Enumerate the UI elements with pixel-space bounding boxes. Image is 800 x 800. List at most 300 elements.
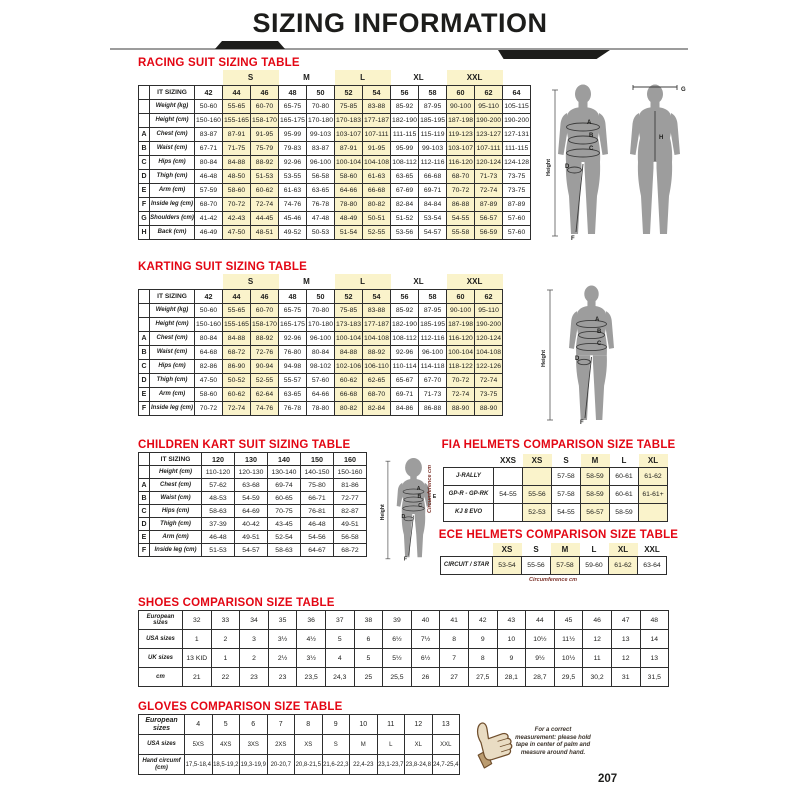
measure-letter-cell bbox=[139, 317, 150, 331]
row-label: Chest (cm) bbox=[150, 127, 195, 141]
measure-letter-cell bbox=[139, 466, 150, 479]
value-cell: 25,5 bbox=[383, 668, 412, 687]
value-cell: 64-67 bbox=[301, 544, 334, 557]
value-cell: 37-39 bbox=[202, 518, 235, 531]
value-cell: 56-58 bbox=[334, 531, 367, 544]
value-cell: 48-53 bbox=[202, 492, 235, 505]
row-label: Shoulders (cm) bbox=[150, 211, 195, 225]
row-label: GP-R - GP-RK bbox=[444, 485, 494, 503]
letter-cell bbox=[139, 453, 150, 466]
value-cell: 50-52 bbox=[223, 373, 251, 387]
value-cell: 65-75 bbox=[279, 99, 307, 113]
measure-letter-d: D bbox=[565, 164, 570, 170]
value-cell: 81-86 bbox=[334, 479, 367, 492]
value-cell: 96-100 bbox=[307, 331, 335, 345]
header-row bbox=[139, 453, 367, 466]
value-cell: 10½ bbox=[526, 630, 555, 649]
value-cell: 70-72 bbox=[447, 183, 475, 197]
row-label: Inside leg (cm) bbox=[150, 401, 195, 415]
children-section-title: CHILDREN KART SUIT SIZING TABLE bbox=[138, 439, 351, 451]
value-cell: 43 bbox=[497, 611, 526, 630]
value-cell: 63-65 bbox=[307, 183, 335, 197]
racing-section-title: RACING SUIT SIZING TABLE bbox=[138, 57, 300, 69]
value-cell: 5XS bbox=[185, 735, 213, 755]
value-cell: 20,8-21,5 bbox=[295, 755, 323, 775]
value-cell: 6½ bbox=[383, 630, 412, 649]
value-cell: 170-180 bbox=[307, 317, 335, 331]
value-cell: 12 bbox=[611, 649, 640, 668]
height-label: Height bbox=[379, 504, 386, 521]
value-cell: 87-91 bbox=[335, 141, 363, 155]
value-cell: 3½ bbox=[297, 649, 326, 668]
value-cell: 11½ bbox=[554, 630, 583, 649]
value-cell: 1 bbox=[183, 630, 212, 649]
value-cell: 20-20,7 bbox=[267, 755, 295, 775]
size-group-xl: XL bbox=[639, 454, 668, 467]
value-cell: 73-75 bbox=[475, 387, 503, 401]
value-cell: 75-80 bbox=[301, 479, 334, 492]
racing-body-figures bbox=[543, 84, 695, 247]
children-figure-front bbox=[374, 458, 449, 562]
table-row bbox=[139, 113, 531, 127]
measure-letter-e: E bbox=[432, 494, 437, 500]
table-row bbox=[139, 715, 460, 735]
header-row bbox=[139, 85, 531, 99]
measure-letter-cell bbox=[139, 113, 150, 127]
measure-letter-cell: C bbox=[139, 155, 150, 169]
value-cell: L bbox=[377, 735, 405, 755]
size-group-row bbox=[444, 454, 668, 467]
value-cell bbox=[494, 503, 523, 521]
col-header: 44 bbox=[223, 289, 251, 303]
table-row bbox=[139, 531, 367, 544]
value-cell: 44-45 bbox=[251, 211, 279, 225]
value-cell: 84-86 bbox=[391, 401, 419, 415]
value-cell: 9 bbox=[322, 715, 350, 735]
value-cell: 69-74 bbox=[268, 479, 301, 492]
row-label: Thigh (cm) bbox=[150, 373, 195, 387]
gloves-measure-note: For a correct measurement: please hold tape in center of palm and measure around hand. bbox=[515, 727, 591, 756]
table-row bbox=[139, 401, 503, 415]
row-label: Waist (cm) bbox=[150, 141, 195, 155]
value-cell: 53-55 bbox=[279, 169, 307, 183]
value-cell: 95-110 bbox=[475, 99, 503, 113]
value-cell: 58-60 bbox=[195, 387, 223, 401]
value-cell: 47-50 bbox=[195, 373, 223, 387]
value-cell: 49-51 bbox=[235, 531, 268, 544]
value-cell: 46-48 bbox=[301, 518, 334, 531]
value-cell: 87-89 bbox=[503, 197, 531, 211]
value-cell: 50-60 bbox=[195, 303, 223, 317]
value-cell: 75-79 bbox=[251, 141, 279, 155]
value-cell: 50-60 bbox=[195, 99, 223, 113]
value-cell: 2 bbox=[211, 630, 240, 649]
size-group-s: S bbox=[552, 454, 581, 467]
value-cell: 80-84 bbox=[195, 331, 223, 345]
value-cell: 3XS bbox=[240, 735, 268, 755]
size-group-xl: XL bbox=[391, 274, 447, 289]
value-cell: 55-56 bbox=[522, 556, 551, 574]
value-cell: 110-120 bbox=[202, 466, 235, 479]
value-cell: XL bbox=[405, 735, 433, 755]
value-cell: 32 bbox=[183, 611, 212, 630]
row-label: European sizes bbox=[139, 715, 185, 735]
value-cell: 58-60 bbox=[335, 169, 363, 183]
value-cell: 112-116 bbox=[419, 155, 447, 169]
value-cell: 116-120 bbox=[447, 155, 475, 169]
table-row bbox=[139, 479, 367, 492]
header-divider-line bbox=[110, 48, 688, 50]
value-cell: 23,5 bbox=[297, 668, 326, 687]
table-row bbox=[139, 225, 531, 239]
value-cell: 70-72 bbox=[223, 197, 251, 211]
value-cell: 104-108 bbox=[363, 155, 391, 169]
table-row bbox=[139, 668, 669, 687]
value-cell: 3½ bbox=[268, 630, 297, 649]
header-tab-right bbox=[498, 50, 610, 59]
col-header: 150 bbox=[301, 453, 334, 466]
value-cell: 63-64 bbox=[638, 556, 667, 574]
table-row bbox=[139, 99, 531, 113]
gloves-section-title: GLOVES COMPARISON SIZE TABLE bbox=[138, 701, 343, 713]
value-cell: 115-119 bbox=[419, 127, 447, 141]
size-group-s: S bbox=[522, 543, 551, 556]
col-header: 54 bbox=[363, 289, 391, 303]
value-cell: 61-63 bbox=[279, 183, 307, 197]
value-cell: 10½ bbox=[554, 649, 583, 668]
value-cell: 102-106 bbox=[335, 359, 363, 373]
value-cell: 53-54 bbox=[419, 211, 447, 225]
row-label: Chest (cm) bbox=[150, 479, 202, 492]
value-cell: 18,5-19,2 bbox=[212, 755, 240, 775]
row-label: Weight (kg) bbox=[150, 99, 195, 113]
value-cell bbox=[639, 503, 668, 521]
value-cell: 87-95 bbox=[419, 303, 447, 317]
value-cell: 82-84 bbox=[363, 401, 391, 415]
measure-letter-a: A bbox=[416, 486, 421, 492]
value-cell: 60-65 bbox=[268, 492, 301, 505]
value-cell: 187-198 bbox=[447, 113, 475, 127]
value-cell: 54-56 bbox=[301, 531, 334, 544]
value-cell: 68-70 bbox=[363, 387, 391, 401]
value-cell: 54-59 bbox=[235, 492, 268, 505]
value-cell: 103-107 bbox=[335, 127, 363, 141]
value-cell: 62-64 bbox=[251, 387, 279, 401]
measure-letter-cell: D bbox=[139, 169, 150, 183]
value-cell: 70-75 bbox=[268, 505, 301, 518]
col-header: 62 bbox=[475, 289, 503, 303]
value-cell: 61-62 bbox=[609, 556, 638, 574]
value-cell: 23,1-23,7 bbox=[377, 755, 405, 775]
value-cell: 118-122 bbox=[447, 359, 475, 373]
table-row bbox=[444, 503, 668, 521]
value-cell: 24,3 bbox=[325, 668, 354, 687]
value-cell: 140-150 bbox=[301, 466, 334, 479]
measure-letter-cell: B bbox=[139, 492, 150, 505]
ece-helmets-table bbox=[440, 543, 667, 575]
row-label: Thigh (cm) bbox=[150, 518, 202, 531]
value-cell: 158-170 bbox=[251, 317, 279, 331]
row-label: Weight (kg) bbox=[150, 303, 195, 317]
value-cell: 45-46 bbox=[279, 211, 307, 225]
measure-letter-cell bbox=[139, 99, 150, 113]
table-row bbox=[139, 649, 669, 668]
value-cell: 53-54 bbox=[493, 556, 522, 574]
value-cell: 73-75 bbox=[503, 169, 531, 183]
value-cell: 75-85 bbox=[335, 99, 363, 113]
value-cell: 60-70 bbox=[251, 303, 279, 317]
value-cell: 71-73 bbox=[419, 387, 447, 401]
col-header: 160 bbox=[334, 453, 367, 466]
table-row bbox=[139, 331, 503, 345]
value-cell: 58-63 bbox=[268, 544, 301, 557]
value-cell: 9½ bbox=[526, 649, 555, 668]
row-label: Height (cm) bbox=[150, 113, 195, 127]
value-cell: 19,3-19,9 bbox=[240, 755, 268, 775]
value-cell: 106-110 bbox=[363, 359, 391, 373]
value-cell: 60-62 bbox=[251, 183, 279, 197]
group-spacer bbox=[503, 70, 531, 85]
table-row bbox=[139, 466, 367, 479]
value-cell: 68-70 bbox=[447, 169, 475, 183]
size-group-m: M bbox=[551, 543, 580, 556]
value-cell: 12 bbox=[583, 630, 612, 649]
value-cell: 108-112 bbox=[391, 155, 419, 169]
measure-letter-cell: F bbox=[139, 544, 150, 557]
measure-letter-cell: C bbox=[139, 359, 150, 373]
value-cell: 55-58 bbox=[447, 225, 475, 239]
value-cell: 88-92 bbox=[363, 345, 391, 359]
value-cell: 72-74 bbox=[475, 183, 503, 197]
col-header: 52 bbox=[335, 289, 363, 303]
value-cell: 82-87 bbox=[334, 505, 367, 518]
value-cell: 44 bbox=[526, 611, 555, 630]
value-cell: 51-52 bbox=[391, 211, 419, 225]
size-group-row bbox=[139, 274, 503, 289]
value-cell: 100-104 bbox=[335, 155, 363, 169]
value-cell: 155-165 bbox=[223, 317, 251, 331]
value-cell: 50-51 bbox=[363, 211, 391, 225]
value-cell: 95-99 bbox=[279, 127, 307, 141]
value-cell: 52-55 bbox=[251, 373, 279, 387]
size-group-xl: XL bbox=[391, 70, 447, 85]
value-cell: 47 bbox=[611, 611, 640, 630]
height-label: Height bbox=[546, 158, 552, 176]
value-cell: 40 bbox=[411, 611, 440, 630]
measure-letter-b: B bbox=[589, 133, 594, 139]
value-cell: 5 bbox=[212, 715, 240, 735]
value-cell: 67-70 bbox=[419, 373, 447, 387]
row-label: Arm (cm) bbox=[150, 531, 202, 544]
value-cell: 12 bbox=[405, 715, 433, 735]
size-group-xl: XL bbox=[609, 543, 638, 556]
value-cell: 47-50 bbox=[223, 225, 251, 239]
value-cell: 99-103 bbox=[419, 141, 447, 155]
value-cell: 28,1 bbox=[497, 668, 526, 687]
value-cell: 88-90 bbox=[475, 401, 503, 415]
value-cell: 187-198 bbox=[447, 317, 475, 331]
value-cell: 46 bbox=[583, 611, 612, 630]
table-row bbox=[441, 556, 667, 574]
value-cell: 85-92 bbox=[391, 99, 419, 113]
value-cell: 84-88 bbox=[335, 345, 363, 359]
col-header: 58 bbox=[419, 289, 447, 303]
table-row bbox=[139, 387, 503, 401]
row-label: European sizes bbox=[139, 611, 183, 630]
karting-sizing-table bbox=[138, 274, 503, 416]
value-cell: 114-118 bbox=[419, 359, 447, 373]
measure-letter-cell: D bbox=[139, 373, 150, 387]
value-cell: 103-107 bbox=[447, 141, 475, 155]
size-group-m: M bbox=[279, 274, 335, 289]
col-header: 64 bbox=[503, 85, 531, 99]
row-label: Waist (cm) bbox=[150, 345, 195, 359]
value-cell: 100-104 bbox=[335, 331, 363, 345]
row-label: Hand circumf (cm) bbox=[139, 755, 185, 775]
value-cell: 39 bbox=[383, 611, 412, 630]
value-cell: 31 bbox=[611, 668, 640, 687]
value-cell bbox=[523, 467, 552, 485]
value-cell: 31,5 bbox=[640, 668, 669, 687]
value-cell: 48 bbox=[640, 611, 669, 630]
col-header: 54 bbox=[363, 85, 391, 99]
value-cell: 112-116 bbox=[419, 331, 447, 345]
value-cell: 54-57 bbox=[235, 544, 268, 557]
ece-circumference-caption: Circumference cm bbox=[529, 577, 577, 583]
header-label: IT SIZING bbox=[150, 289, 195, 303]
value-cell: 56-57 bbox=[581, 503, 610, 521]
value-cell: 177-187 bbox=[363, 317, 391, 331]
col-header: 56 bbox=[391, 85, 419, 99]
measure-letter-c: C bbox=[418, 502, 423, 509]
value-cell: 130-140 bbox=[268, 466, 301, 479]
table-row bbox=[139, 359, 503, 373]
size-group-xxl: XXL bbox=[447, 70, 503, 85]
karting-section-title: KARTING SUIT SIZING TABLE bbox=[138, 261, 307, 273]
row-label: Height (cm) bbox=[150, 317, 195, 331]
table-row bbox=[139, 211, 531, 225]
value-cell: 2½ bbox=[268, 649, 297, 668]
value-cell: 104-108 bbox=[363, 331, 391, 345]
value-cell: 95-110 bbox=[475, 303, 503, 317]
value-cell: 57-62 bbox=[202, 479, 235, 492]
table-row bbox=[444, 485, 668, 503]
value-cell: 104-108 bbox=[475, 345, 503, 359]
value-cell: 41-42 bbox=[195, 211, 223, 225]
value-cell: 9 bbox=[497, 649, 526, 668]
col-header: 46 bbox=[251, 289, 279, 303]
value-cell: 92-96 bbox=[279, 155, 307, 169]
value-cell: 54-55 bbox=[494, 485, 523, 503]
value-cell: 150-160 bbox=[195, 113, 223, 127]
group-spacer bbox=[139, 274, 223, 289]
size-group-l: L bbox=[610, 454, 639, 467]
measure-letter-c: C bbox=[597, 341, 602, 347]
value-cell: 46-48 bbox=[202, 531, 235, 544]
size-group-l: L bbox=[335, 70, 391, 85]
value-cell: 165-175 bbox=[279, 317, 307, 331]
value-cell: 123-127 bbox=[475, 127, 503, 141]
row-label: Inside leg (cm) bbox=[150, 197, 195, 211]
measure-letter-cell: H bbox=[139, 225, 150, 239]
value-cell: 5½ bbox=[383, 649, 412, 668]
value-cell: 8 bbox=[440, 630, 469, 649]
value-cell: 190-200 bbox=[475, 317, 503, 331]
value-cell: 52-55 bbox=[363, 225, 391, 239]
value-cell: 24,7-25,4 bbox=[432, 755, 460, 775]
value-cell: 2XS bbox=[267, 735, 295, 755]
value-cell: 58-63 bbox=[202, 505, 235, 518]
value-cell: 56-59 bbox=[475, 225, 503, 239]
header-label: IT SIZING bbox=[150, 453, 202, 466]
value-cell: 63-65 bbox=[279, 387, 307, 401]
value-cell: 2 bbox=[240, 649, 269, 668]
children-kart-sizing-table bbox=[138, 452, 367, 557]
value-cell: 8 bbox=[468, 649, 497, 668]
value-cell: 11 bbox=[377, 715, 405, 735]
karting-body-figure bbox=[540, 285, 635, 430]
value-cell: 88-92 bbox=[251, 155, 279, 169]
value-cell: 54-55 bbox=[552, 503, 581, 521]
size-group-m: M bbox=[279, 70, 335, 85]
row-label: CIRCUIT / STAR bbox=[441, 556, 493, 574]
value-cell: 91-95 bbox=[251, 127, 279, 141]
value-cell: 76-78 bbox=[279, 401, 307, 415]
col-header: 58 bbox=[419, 85, 447, 99]
measure-letter-cell: E bbox=[139, 183, 150, 197]
value-cell: 36 bbox=[297, 611, 326, 630]
value-cell: 185-195 bbox=[419, 113, 447, 127]
value-cell: 92-96 bbox=[391, 345, 419, 359]
row-label: Arm (cm) bbox=[150, 387, 195, 401]
size-group-xs: XS bbox=[493, 543, 522, 556]
value-cell: 13 bbox=[432, 715, 460, 735]
value-cell: 76-78 bbox=[307, 197, 335, 211]
table-row bbox=[139, 518, 367, 531]
value-cell: 74-76 bbox=[279, 197, 307, 211]
value-cell: 8 bbox=[295, 715, 323, 735]
value-cell: 78-80 bbox=[335, 197, 363, 211]
measure-letter-b: B bbox=[597, 329, 602, 335]
col-header: 44 bbox=[223, 85, 251, 99]
value-cell: 60-62 bbox=[223, 387, 251, 401]
value-cell: 22,4-23 bbox=[350, 755, 378, 775]
col-header: 46 bbox=[251, 85, 279, 99]
value-cell: 92-96 bbox=[279, 331, 307, 345]
measure-letter-a: A bbox=[595, 317, 600, 323]
value-cell: 53-56 bbox=[391, 225, 419, 239]
value-cell: 120-124 bbox=[475, 331, 503, 345]
row-label: USA sizes bbox=[139, 630, 183, 649]
value-cell: 25 bbox=[354, 668, 383, 687]
value-cell: 83-87 bbox=[307, 141, 335, 155]
measure-letter-g: G bbox=[681, 87, 686, 93]
value-cell: 47-48 bbox=[307, 211, 335, 225]
value-cell: 80-84 bbox=[307, 345, 335, 359]
value-cell: 71-75 bbox=[223, 141, 251, 155]
value-cell: 55-65 bbox=[223, 99, 251, 113]
value-cell: 4½ bbox=[297, 630, 326, 649]
value-cell: 64-69 bbox=[235, 505, 268, 518]
value-cell: 94-98 bbox=[279, 359, 307, 373]
value-cell: 38 bbox=[354, 611, 383, 630]
group-spacer bbox=[441, 543, 493, 556]
value-cell: 60-61 bbox=[610, 485, 639, 503]
value-cell: 88-90 bbox=[447, 401, 475, 415]
value-cell: 86-90 bbox=[223, 359, 251, 373]
value-cell: 80-82 bbox=[363, 197, 391, 211]
value-cell: 91-95 bbox=[363, 141, 391, 155]
